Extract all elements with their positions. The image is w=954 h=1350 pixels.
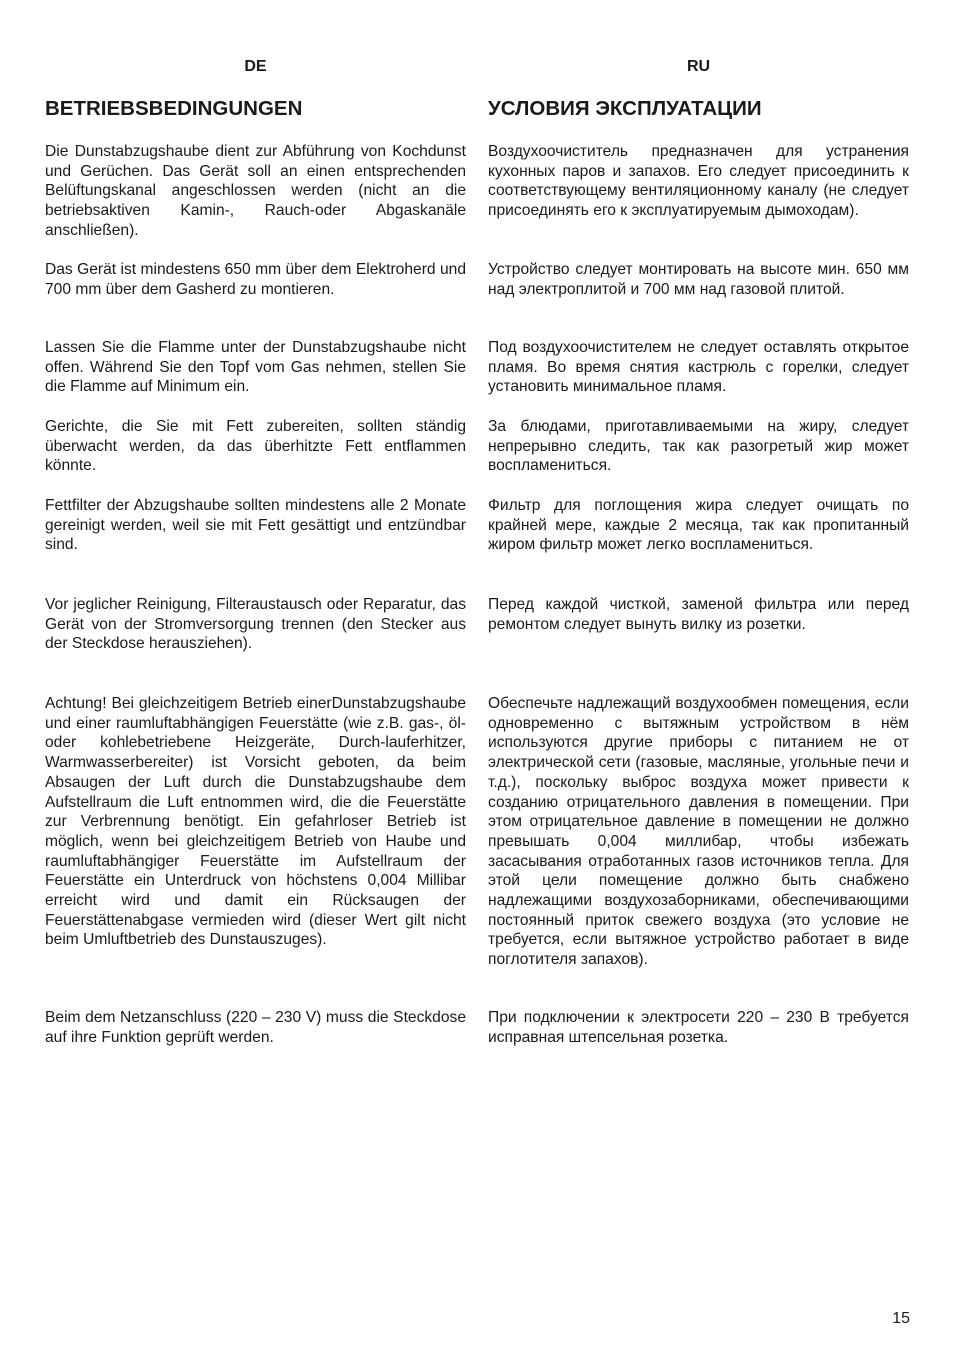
paragraph-ru-7: Обеспечьте надлежащий воздухообмен помещения, если одновременно с вытяжным устройством в нём используются другие приборы с питанием не от электрической сети (газовые, масляные, угольные печи и т.д.), поскольку выброс воздуха может привести к созданию отрицательного давления в помещении. При этом отрицательное давление в помещении не должно превышать 0,004 миллибар, чтобы избежать засасывания отработанных газов источников тепла. Для этой цели помещение должно быть снабжено надлежащими воздухозаборниками, обеспечивающими постоянный приток свежего воздуха (это условие не требуется, если вытяжное устройство работает в виде поглотителя запахов). (488, 695, 909, 969)
paragraph-de-1: Die Dunstabzugshaube dient zur Abführung von Kochdunst und Gerüchen. Das Gerät soll an einen entsprechenden Belüftungskanal angeschlossen werden (nicht an die betriebsaktiven Kamin-, Rauch-oder Abgaskanäle anschließen). (45, 143, 466, 239)
paragraph-de-6: Vor jeglicher Reinigung, Filteraustausch oder Reparatur, das Gerät von der Stromversorgung trennen (den Stecker aus der Steckdose herausziehen). (45, 596, 466, 653)
paragraph-de-2: Das Gerät ist mindestens 650 mm über dem Elektroherd und 700 mm über dem Gasherd zu montieren. (45, 261, 466, 298)
paragraph-de-3: Lassen Sie die Flamme unter der Dunstabzugshaube nicht offen. Während Sie den Topf vom Gas nehmen, stellen Sie die Flamme auf Minimum ein. (45, 339, 466, 396)
paragraph-de-5: Fettfilter der Abzugshaube sollten mindestens alle 2 Monate gereinigt werden, weil sie mit Fett gesättigt und entzündbar sind. (45, 497, 466, 554)
paragraph-de-4: Gerichte, die Sie mit Fett zubereiten, sollten ständig überwacht werden, da das überhitzte Fett entflammen könnte. (45, 418, 466, 475)
section-heading-de: BETRIEBSBEDINGUNGEN (45, 97, 303, 120)
paragraph-ru-3: Под воздухоочистителем не следует оставлять открытое пламя. Во время снятия кастрюль с горелки, следует установить минимальное пламя. (488, 339, 909, 396)
language-code-de: DE (244, 58, 267, 75)
page-number: 15 (892, 1310, 910, 1327)
paragraph-ru-5: Фильтр для поглощения жира следует очищать по крайней мере, каждые 2 месяца, так как пропитанный жиром фильтр может легко воспламениться. (488, 497, 909, 554)
paragraph-ru-6: Перед каждой чисткой, заменой фильтра или перед ремонтом следует вынуть вилку из розетки. (488, 596, 909, 633)
paragraph-de-7: Achtung! Bei gleichzeitigem Betrieb einerDunstabzugshaube und einer raumluftabhängigen Feuerstätte (wie z.B. gas-, öl- oder kohlebetriebene Heizgeräte, Durch-lauferhitzer, Warmwasserbereiter) ist Vorsicht geboten, da beim Absaugen der Luft durch die Dunstabzugshaube dem Aufstellraum die Luft entnommen wird, die die Feuerstätte zur Verbrennung benötigt. Ein gefahrloser Betrieb ist möglich, wenn bei gleichzeitigem Betrieb von Haube und raumluftabhängiger Feuerstätte im Aufstellraum der Feuerstätte ein Unterdruck von höchstens 0,004 Millibar erreicht wird und damit ein Rücksaugen der Feuerstättenabgase vermieden wird (dieser Wert gilt nicht beim Umluftbetrieb des Dunstauszuges). (45, 695, 466, 949)
paragraph-de-8: Beim dem Netzanschluss (220 – 230 V) muss die Steckdose auf ihre Funktion geprüft werden. (45, 1009, 466, 1046)
language-code-ru: RU (686, 58, 711, 75)
paragraph-ru-2: Устройство следует монтировать на высоте мин. 650 мм над электроплитой и 700 мм над газовой плитой. (488, 261, 909, 298)
paragraph-ru-4: За блюдами, приготавливаемыми на жиру, следует непрерывно следить, так как разогретый жир может воспламениться. (488, 418, 909, 475)
paragraph-ru-1: Воздухоочиститель предназначен для устранения кухонных паров и запахов. Его следует присоединить к соответствующему вентиляционному каналу (не следует присоединять его к эксплуатируемым дымоходам). (488, 143, 909, 220)
section-heading-ru: УСЛОВИЯ ЭКСПЛУАТАЦИИ (488, 97, 762, 120)
paragraph-ru-8: При подключении к электросети 220 – 230 В требуется исправная штепсельная розетка. (488, 1009, 909, 1046)
